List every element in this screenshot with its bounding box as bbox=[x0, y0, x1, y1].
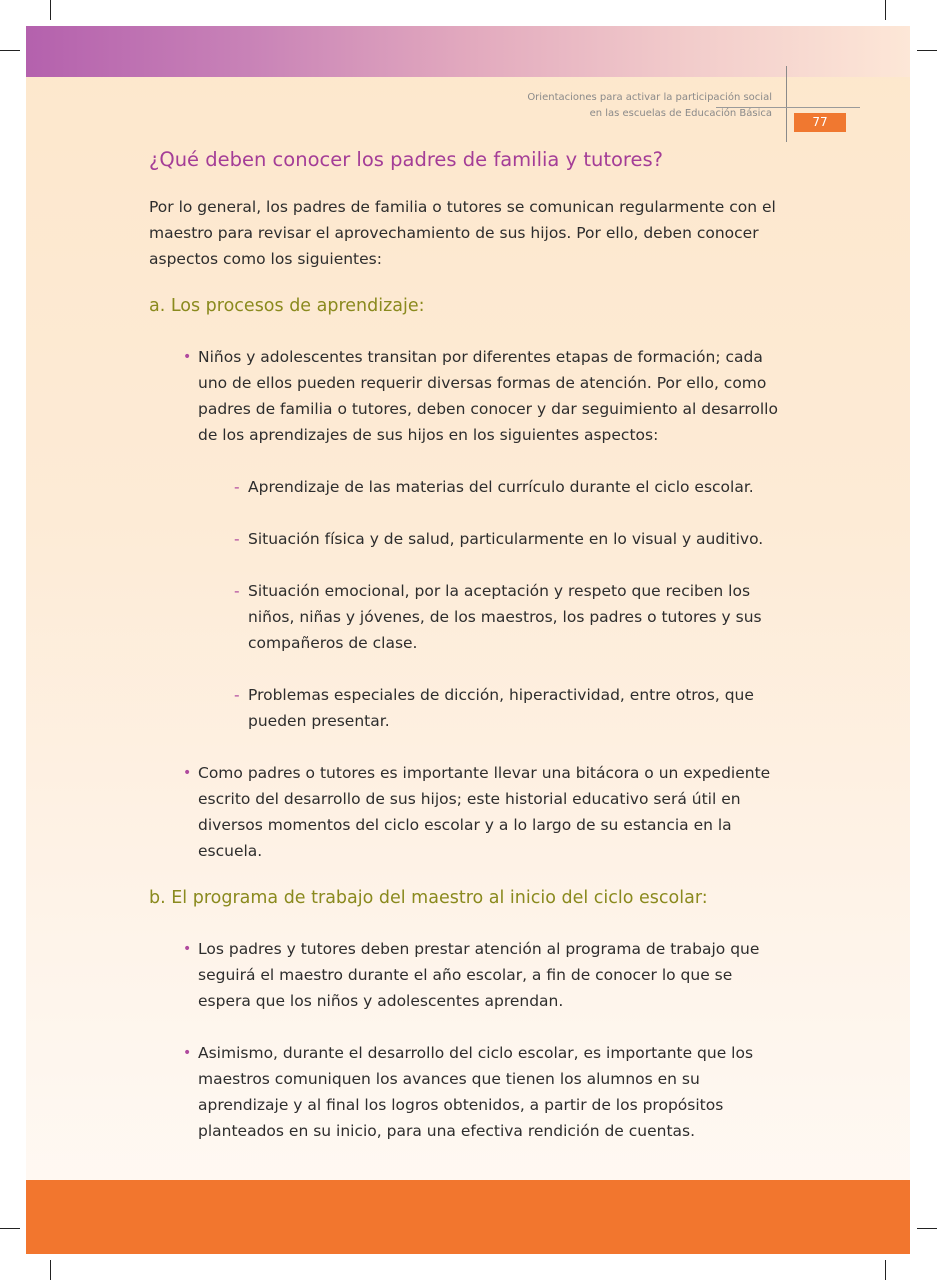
page-title: ¿Qué deben conocer los padres de familia y tutores? bbox=[149, 148, 663, 171]
sub-list-item bbox=[234, 682, 789, 734]
sub-item-text: Aprendizaje de las materias del currículo durante el ciclo escolar. bbox=[248, 478, 754, 496]
header-divider-vertical bbox=[786, 66, 787, 142]
dash-icon: - bbox=[234, 582, 240, 600]
crop-mark bbox=[917, 50, 937, 51]
crop-mark bbox=[0, 1228, 20, 1229]
intro-paragraph: Por lo general, los padres de familia o tutores se comunican regularmente con el maestro para revisar el aprovechamiento de sus hijos. Por ello, deben conocer aspectos como los siguientes: bbox=[149, 198, 776, 268]
running-header bbox=[372, 90, 772, 122]
sub-list bbox=[198, 474, 789, 734]
document-page bbox=[26, 26, 910, 1254]
running-header-line2: en las escuelas de Educación Básica bbox=[589, 108, 772, 119]
section-b-list bbox=[149, 936, 789, 1144]
bullet-icon: • bbox=[183, 349, 192, 365]
crop-mark bbox=[885, 0, 886, 20]
dash-icon: - bbox=[234, 478, 240, 496]
bullet-text: Como padres o tutores es importante llevar una bitácora o un expediente escrito del desarrollo de sus hijos; este historial educativo será útil en diversos momentos del ciclo escolar y a lo largo de su estancia en la escuela. bbox=[198, 764, 771, 860]
crop-mark bbox=[885, 1260, 886, 1280]
running-header-line1: Orientaciones para activar la participación social bbox=[527, 92, 772, 103]
bullet-icon: • bbox=[183, 941, 192, 957]
header-divider-horizontal bbox=[716, 107, 860, 108]
sub-list-item bbox=[234, 474, 789, 500]
dash-icon: - bbox=[234, 530, 240, 548]
crop-mark bbox=[50, 1260, 51, 1280]
sub-list-item bbox=[234, 526, 789, 552]
sub-item-text: Situación emocional, por la aceptación y respeto que reciben los niños, niñas y jóvenes, de los maestros, los padres o tutores y sus compañeros de clase. bbox=[248, 582, 762, 652]
sub-item-text: Situación física y de salud, particularmente en lo visual y auditivo. bbox=[248, 530, 764, 548]
bullet-text: Niños y adolescentes transitan por diferentes etapas de formación; cada uno de ellos pueden requerir diversas formas de atención. Por ello, como padres de familia o tutores, deben conocer y dar seguimiento al desarrollo de los aprendizajes de sus hijos en los siguientes aspectos: bbox=[198, 348, 778, 444]
page-number: 77 bbox=[794, 113, 846, 132]
crop-mark bbox=[50, 0, 51, 20]
section-a-heading: a. Los procesos de aprendizaje: bbox=[149, 296, 425, 316]
list-item bbox=[183, 936, 789, 1014]
header-gradient-band bbox=[26, 26, 910, 77]
dash-icon: - bbox=[234, 686, 240, 704]
list-item bbox=[183, 1040, 789, 1144]
section-b-heading: b. El programa de trabajo del maestro al inicio del ciclo escolar: bbox=[149, 888, 708, 908]
bullet-text: Los padres y tutores deben prestar atención al programa de trabajo que seguirá el maestro durante el año escolar, a fin de conocer lo que se espera que los niños y adolescentes aprendan. bbox=[198, 940, 760, 1010]
crop-mark bbox=[917, 1228, 937, 1229]
crop-mark bbox=[0, 50, 20, 51]
section-a-list bbox=[149, 344, 789, 864]
bullet-icon: • bbox=[183, 765, 192, 781]
sub-list-item bbox=[234, 578, 789, 656]
sub-item-text: Problemas especiales de dicción, hiperactividad, entre otros, que pueden presentar. bbox=[248, 686, 754, 730]
list-item bbox=[183, 344, 789, 734]
footer-orange-band bbox=[26, 1180, 910, 1254]
bullet-icon: • bbox=[183, 1045, 192, 1061]
bullet-text: Asimismo, durante el desarrollo del ciclo escolar, es importante que los maestros comuniquen los avances que tienen los alumnos en su aprendizaje y al final los logros obtenidos, a partir de los propósitos planteados en su inicio, para una efectiva rendición de cuentas. bbox=[198, 1044, 754, 1140]
main-content bbox=[149, 146, 789, 1144]
list-item bbox=[183, 760, 789, 864]
